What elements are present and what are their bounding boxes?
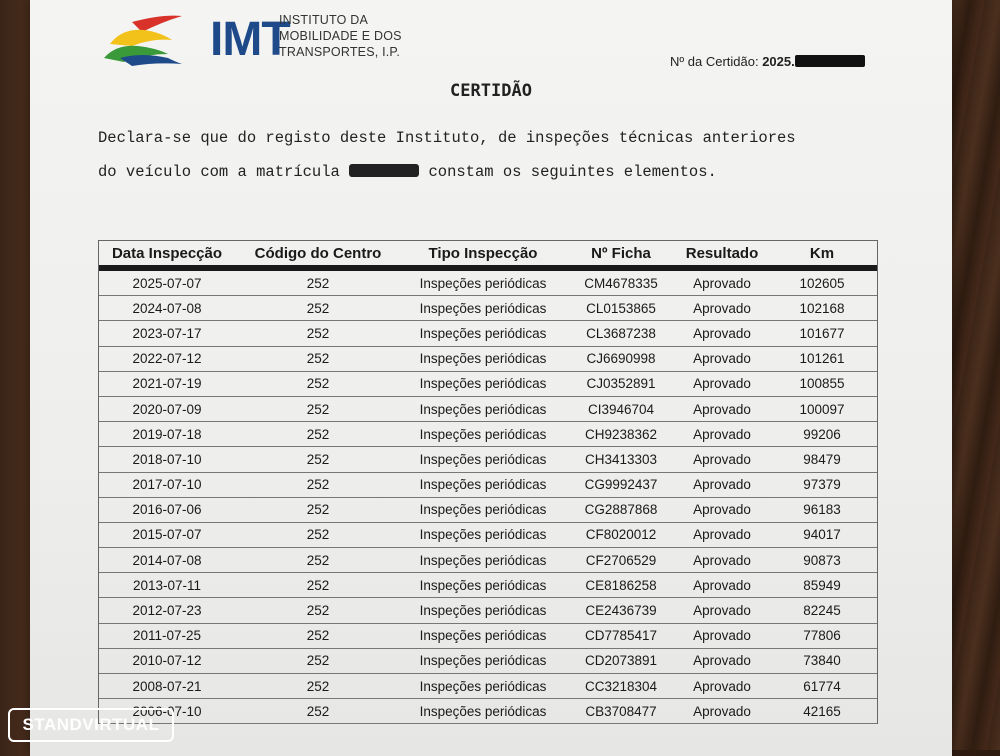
- institute-name: [279, 12, 402, 60]
- cell-date: 2013-07-11: [132, 577, 202, 593]
- document-title: CERTIDÃO: [450, 81, 532, 101]
- cell-type: Inspeções periódicas: [419, 275, 547, 291]
- cell-date: 2008-07-21: [132, 678, 202, 694]
- cell-date: 2024-07-08: [132, 300, 202, 316]
- cell-ficha: CE8186258: [585, 577, 657, 593]
- cell-type: Inspeções periódicas: [419, 325, 547, 341]
- table-row: [99, 548, 877, 573]
- watermark-logo: STANDVIRTUAL: [8, 708, 174, 742]
- cell-ficha: CE2436739: [585, 603, 657, 619]
- cell-ficha: CI3946704: [587, 401, 655, 417]
- cell-date: 2021-07-19: [132, 376, 202, 392]
- column-header-type: Tipo Inspecção: [428, 244, 538, 262]
- cell-type: Inspeções periódicas: [419, 477, 547, 493]
- cell-result: Aprovado: [693, 603, 751, 619]
- certificate-number: [670, 54, 865, 69]
- table-row: [99, 573, 877, 598]
- cell-ficha: CD2073891: [584, 653, 658, 669]
- institute-line: TRANSPORTES, I.P.: [279, 45, 401, 59]
- cell-ficha: CJ6690998: [586, 351, 656, 367]
- table-row: [99, 649, 877, 674]
- table-row: [99, 624, 877, 649]
- cell-result: Aprovado: [693, 477, 751, 493]
- cell-center: 252: [306, 552, 330, 568]
- cell-center: 252: [306, 325, 330, 341]
- cell-ficha: CL3687238: [586, 325, 656, 341]
- column-header-date: Data Inspecção: [111, 244, 223, 262]
- cell-center: 252: [306, 502, 330, 518]
- cell-type: Inspeções periódicas: [419, 628, 547, 644]
- cell-result: Aprovado: [693, 376, 751, 392]
- inspection-table: [98, 240, 878, 724]
- cell-date: 2014-07-08: [132, 552, 202, 568]
- cell-center: 252: [306, 351, 330, 367]
- cell-km: 73840: [803, 653, 841, 669]
- column-header-ficha: Nº Ficha: [591, 244, 651, 262]
- table-body: [99, 271, 877, 724]
- certificate-number-value: 2025.: [762, 54, 795, 69]
- cell-center: 252: [306, 653, 330, 669]
- cell-date: 2023-07-17: [132, 325, 202, 341]
- cell-type: Inspeções periódicas: [419, 653, 547, 669]
- cell-km: 77806: [803, 628, 841, 644]
- cell-type: Inspeções periódicas: [419, 678, 547, 694]
- institute-line: MOBILIDADE E DOS: [279, 29, 402, 43]
- cell-date: 2011-07-25: [132, 628, 202, 644]
- cell-center: 252: [306, 300, 330, 316]
- cell-result: Aprovado: [693, 300, 751, 316]
- column-header-result: Resultado: [685, 244, 759, 262]
- cell-result: Aprovado: [693, 653, 751, 669]
- table-row: [99, 498, 877, 523]
- declaration-text-after: constam os seguintes elementos.: [428, 163, 717, 181]
- cell-result: Aprovado: [693, 577, 751, 593]
- cell-result: Aprovado: [693, 628, 751, 644]
- cell-date: 2016-07-06: [132, 502, 202, 518]
- cell-type: Inspeções periódicas: [419, 376, 547, 392]
- cell-date: 2017-07-10: [132, 477, 202, 493]
- cell-type: Inspeções periódicas: [419, 401, 547, 417]
- cell-km: 100097: [799, 401, 845, 417]
- cell-date: 2012-07-23: [132, 603, 202, 619]
- cell-km: 98479: [803, 451, 841, 467]
- cell-date: 2025-07-07: [132, 275, 202, 291]
- cell-km: 42165: [803, 703, 841, 719]
- redaction-mark: [795, 55, 865, 67]
- declaration-text: [98, 121, 898, 189]
- cell-type: Inspeções periódicas: [419, 527, 547, 543]
- cell-date: 2010-07-12: [132, 653, 202, 669]
- table-row: [99, 321, 877, 346]
- table-row: [99, 347, 877, 372]
- cell-result: Aprovado: [693, 703, 751, 719]
- cell-center: 252: [306, 577, 330, 593]
- column-header-km: Km: [809, 244, 835, 262]
- cell-center: 252: [306, 477, 330, 493]
- cell-ficha: CG2887868: [584, 502, 658, 518]
- cell-km: 85949: [803, 577, 841, 593]
- cell-ficha: CF8020012: [585, 527, 657, 543]
- redaction-mark: [349, 164, 419, 177]
- cell-type: Inspeções periódicas: [419, 300, 547, 316]
- declaration-line: [98, 155, 898, 189]
- cell-date: 2006-07-10: [132, 703, 202, 719]
- cell-center: 252: [306, 451, 330, 467]
- cell-result: Aprovado: [693, 351, 751, 367]
- cell-ficha: CC3218304: [584, 678, 658, 694]
- cell-km: 102168: [799, 300, 845, 316]
- cell-type: Inspeções periódicas: [419, 577, 547, 593]
- cell-result: Aprovado: [693, 527, 751, 543]
- cell-result: Aprovado: [693, 451, 751, 467]
- cell-km: 61774: [803, 678, 841, 694]
- cell-date: 2019-07-18: [132, 426, 202, 442]
- cell-km: 90873: [803, 552, 841, 568]
- declaration-text-before: do veículo com a matrícula: [98, 163, 340, 181]
- cell-date: 2020-07-09: [132, 401, 202, 417]
- cell-ficha: CL0153865: [586, 300, 656, 316]
- institute-line: INSTITUTO DA: [279, 13, 368, 27]
- table-row: [99, 523, 877, 548]
- cell-km: 100855: [799, 376, 845, 392]
- cell-type: Inspeções periódicas: [419, 703, 547, 719]
- cell-ficha: CF2706529: [585, 552, 657, 568]
- cell-center: 252: [306, 426, 330, 442]
- cell-type: Inspeções periódicas: [419, 502, 547, 518]
- table-row: [99, 674, 877, 699]
- cell-ficha: CG9992437: [584, 477, 658, 493]
- cell-center: 252: [306, 603, 330, 619]
- table-row: [99, 397, 877, 422]
- cell-type: Inspeções periódicas: [419, 603, 547, 619]
- declaration-line: Declara-se que do registo deste Instituto, de inspeções técnicas anteriores: [98, 129, 796, 147]
- cell-result: Aprovado: [693, 678, 751, 694]
- cell-ficha: CH9238362: [584, 426, 658, 442]
- cell-type: Inspeções periódicas: [419, 552, 547, 568]
- imt-logo-text: IMT: [210, 13, 290, 66]
- table-row: [99, 699, 877, 724]
- table-row: [99, 372, 877, 397]
- cell-result: Aprovado: [693, 552, 751, 568]
- table-row: [99, 296, 877, 321]
- cell-date: 2022-07-12: [132, 351, 202, 367]
- cell-km: 97379: [803, 477, 841, 493]
- cell-center: 252: [306, 703, 330, 719]
- cell-center: 252: [306, 678, 330, 694]
- cell-result: Aprovado: [693, 275, 751, 291]
- cell-result: Aprovado: [693, 325, 751, 341]
- cell-result: Aprovado: [693, 401, 751, 417]
- cell-ficha: CM4678335: [584, 275, 658, 291]
- cell-center: 252: [306, 628, 330, 644]
- cell-km: 96183: [803, 502, 841, 518]
- cell-ficha: CJ0352891: [586, 376, 656, 392]
- column-header-center: Código do Centro: [254, 244, 382, 262]
- table-row: [99, 447, 877, 472]
- cell-km: 102605: [799, 275, 845, 291]
- cell-center: 252: [306, 275, 330, 291]
- cell-km: 101677: [799, 325, 845, 341]
- table-row: [99, 422, 877, 447]
- certificate-paper: [30, 0, 952, 756]
- cell-ficha: CD7785417: [584, 628, 658, 644]
- cell-ficha: CH3413303: [584, 451, 658, 467]
- cell-center: 252: [306, 527, 330, 543]
- cell-km: 82245: [803, 603, 841, 619]
- cell-km: 101261: [799, 351, 845, 367]
- cell-type: Inspeções periódicas: [419, 351, 547, 367]
- cell-center: 252: [306, 376, 330, 392]
- certificate-number-label: Nº da Certidão:: [670, 54, 759, 69]
- cell-date: 2018-07-10: [132, 451, 202, 467]
- table-row: [99, 271, 877, 296]
- cell-result: Aprovado: [693, 426, 751, 442]
- cell-km: 94017: [803, 527, 841, 543]
- table-row: [99, 598, 877, 623]
- cell-result: Aprovado: [693, 502, 751, 518]
- cell-center: 252: [306, 401, 330, 417]
- cell-date: 2015-07-07: [132, 527, 202, 543]
- table-header: [99, 241, 877, 271]
- cell-ficha: CB3708477: [585, 703, 657, 719]
- imt-logo-icon: [102, 14, 212, 66]
- table-row: [99, 473, 877, 498]
- cell-km: 99206: [803, 426, 841, 442]
- cell-type: Inspeções periódicas: [419, 451, 547, 467]
- cell-type: Inspeções periódicas: [419, 426, 547, 442]
